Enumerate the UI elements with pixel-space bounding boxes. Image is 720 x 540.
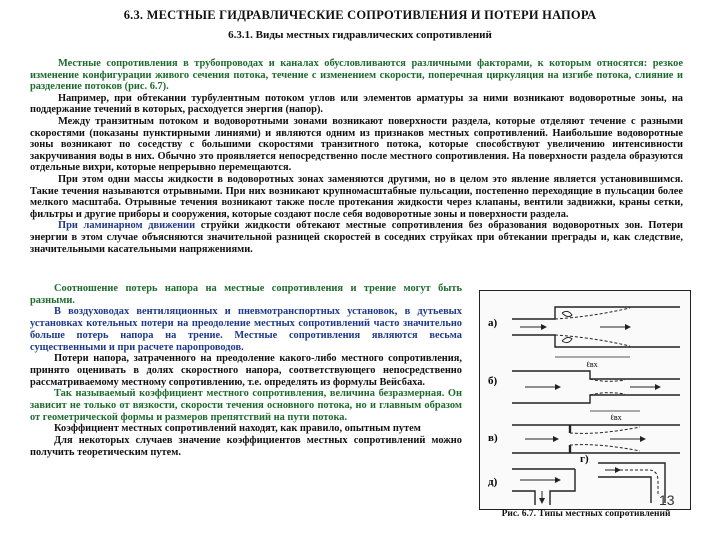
left-paragraph-4: Так называемый коэффициент местного сопротивления, величина безразмерная. Он зависит не только от вязкости, скорости течения основного потока, но и главным образом от геометрической формы и размеров препятствий на пути потока. bbox=[30, 388, 462, 423]
left-column-text bbox=[30, 283, 462, 459]
intro-paragraph-4: При этом одни массы жидкости в водоворотных зонах заменяются другими, но в целом это явление является установившимся. Такие течения называются отрывными. При них возникают крупномасштабные пульсации, постепенно переходящие в пульсации более мелкого масштаба. Отрывные течения возникают также после протекания жидкости через клапаны, вентили задвижки, краны сетки, фильтры и другие приборы и сооружения, которые создают после себя водоворотные зоны и поверхности раздела. bbox=[30, 173, 683, 220]
diagram-g-bend bbox=[598, 463, 665, 503]
diagram-v-diaphragm bbox=[512, 425, 680, 453]
lvx-label-b: ℓвх bbox=[610, 413, 622, 422]
section-subtitle: 6.3.1. Виды местных гидравлических сопротивлений bbox=[228, 29, 492, 41]
diagram-a-sudden-expansion bbox=[512, 307, 680, 357]
intro-paragraph-3: Между транзитным потоком и водоворотными зонами возникают поверхности раздела, которые отделяют течение с разными скоростями (показаны пунктирными линиями) и являются одним из признаков местных сопротивлений. Наибольшие водоворотные зоны возникают по соседству с большими скоростями транзитного потока, которые способствуют увеличению интенсивности закручивания воды в них. Обычно это проявляется непосредственно после местного сопротивления. На поверхности раздела образуются отдельные вихри, которые непрерывно перемещаются. bbox=[30, 115, 683, 174]
label-d: д) bbox=[488, 476, 498, 488]
label-g: г) bbox=[580, 453, 589, 465]
left-paragraph-1: Соотношение потерь напора на местные сопротивления и трение могут быть разными. bbox=[30, 283, 462, 306]
diagram-d-tee bbox=[512, 469, 575, 505]
figure-drawing bbox=[480, 291, 690, 509]
label-b: б) bbox=[488, 375, 498, 387]
intro-paragraph-5-rest: струйки жидкости обтекают местные сопротивления без образования водоворотных зон. Потери энергии в этом случае объясняются значительной разницей скоростей в соседних струйках при обтекании преграды и, как следствие, значительными касательными напряжениями. bbox=[30, 220, 683, 255]
intro-paragraph-5 bbox=[30, 220, 683, 255]
figure-caption: Рис. 6.7. Типы местных сопротивлений bbox=[501, 509, 671, 519]
page-title: 6.3. МЕСТНЫЕ ГИДРАВЛИЧЕСКИЕ СОПРОТИВЛЕНИЯ И ПОТЕРИ НАПОРА bbox=[123, 8, 597, 22]
intro-paragraph-2: Например, при обтекании турбулентным потоком углов или элементов арматуры за ними возникают водоворотные зоны, на поддержание течений в которых, расходуется энергия (напор). bbox=[30, 92, 683, 116]
lvx-label-a: ℓвх bbox=[586, 360, 598, 369]
label-a: а) bbox=[488, 317, 498, 329]
label-v: в) bbox=[488, 432, 498, 444]
left-paragraph-2: В воздуховодах вентиляционных и пневмотранспортных установок, в дутьевых установках котельных потери на преодоление местных сопротивлений часто значительно больше потерь напора на трение. Местные сопротивления являются весьма существенными и при расчете паропроводов. bbox=[30, 306, 462, 353]
figure-local-resistances bbox=[479, 290, 691, 510]
page-number: 13 bbox=[659, 492, 675, 508]
left-paragraph-5: Коэффициент местных сопротивлений находят, как правило, опытным путем bbox=[54, 423, 421, 435]
left-paragraph-6: Для некоторых случаев значение коэффициентов местных сопротивлений можно получить теоретическим путем. bbox=[30, 435, 462, 458]
intro-paragraph-1: Местные сопротивления в трубопроводах и каналах обусловливаются различными факторами, к которым относятся: резкое изменение конфигурации живого сечения потока, течение с изменением скорости, поперечная циркуляция на изгибе потока, слияние и разделение потоков (рис. 6.7). bbox=[30, 58, 683, 93]
intro-text bbox=[30, 58, 683, 255]
diagram-b-sudden-contraction bbox=[512, 371, 680, 411]
laminar-highlight: При ламинарном движении bbox=[58, 220, 196, 232]
left-paragraph-3: Потери напора, затраченного на преодоление какого-либо местного сопротивления, принято оценивать в долях скоростного напора, соответствующего непосредственно рассматриваемому местному сопротивлению, т.е. определять из формулы Вейсбаха. bbox=[30, 353, 462, 388]
